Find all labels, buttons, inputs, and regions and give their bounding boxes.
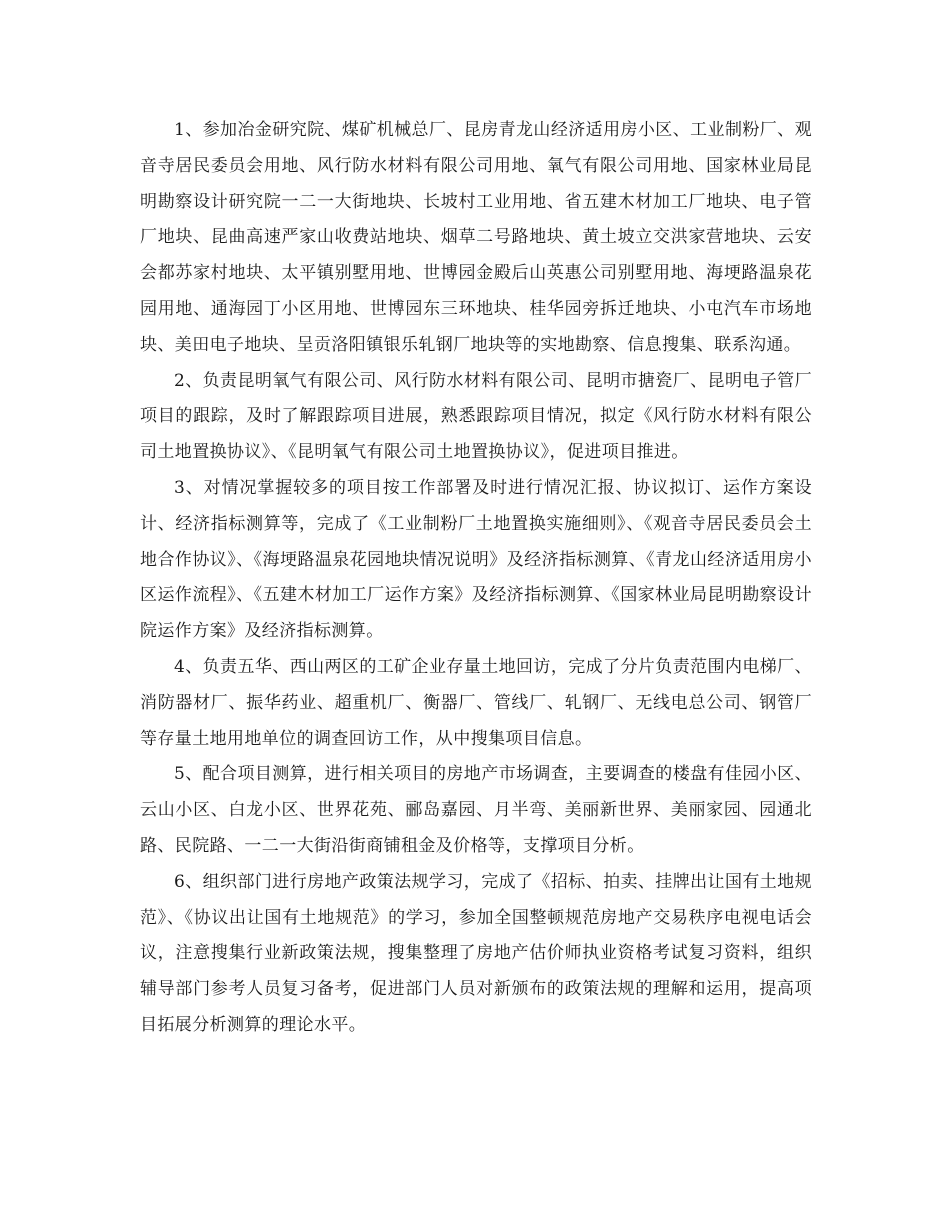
paragraph-1: 1、参加冶金研究院、煤矿机械总厂、昆房青龙山经济适用房小区、工业制粉厂、观音寺居民委员会用地、风行防水材料有限公司用地、氧气有限公司用地、国家林业局昆明勘察设计研究院一二一大街地块、长坡村工业用地、省五建木材加工厂地块、电子管厂地块、昆曲高速严家山收费站地块、烟草二号路地块、黄土坡立交洪家营地块、云安会都苏家村地块、太平镇别墅用地、世博园金殿后山英惠公司别墅用地、海埂路温泉花园用地、通海园丁小区用地、世博园东三环地块、桂华园旁拆迁地块、小屯汽车市场地块、美田电子地块、呈贡洛阳镇银乐轧钢厂地块等的实地勘察、信息搜集、联系沟通。 [140,120,812,355]
paragraph-5: 5、配合项目测算，进行相关项目的房地产市场调查，主要调查的楼盘有佳园小区、云山小区、白龙小区、世界花苑、郦岛嘉园、月半弯、美丽新世界、美丽家园、园通北路、民院路、一二一大街沿街商铺租金及价格等，支撑项目分析。 [140,764,812,856]
paragraph-6: 6、组织部门进行房地产政策法规学习，完成了《招标、拍卖、挂牌出让国有土地规范》、《协议出让国有土地规范》的学习，参加全国整顿规范房地产交易秩序电视电话会议，注意搜集行业新政策法规，搜集整理了房地产估价师执业资格考试复习资料，组织辅导部门参考人员复习备考，促进部门人员对新颁布的政策法规的理解和运用，提高项目拓展分析测算的理论水平。 [140,871,812,1035]
paragraph-4: 4、负责五华、西山两区的工矿企业存量土地回访，完成了分片负责范围内电梯厂、消防器材厂、振华药业、超重机厂、衡器厂、管线厂、轧钢厂、无线电总公司、钢管厂等存量土地用地单位的调查回访工作，从中搜集项目信息。 [140,656,812,749]
paragraph-3: 3、对情况掌握较多的项目按工作部署及时进行情况汇报、协议拟订、运作方案设计、经济指标测算等，完成了《工业制粉厂土地置换实施细则》、《观音寺居民委员会土地合作协议》、《海埂路温泉花园地块情况说明》及经济指标测算、《青龙山经济适用房小区运作流程》、《五建木材加工厂运作方案》及经济指标测算、《国家林业局昆明勘察设计院运作方案》及经济指标测算。 [140,477,812,642]
paragraph-2: 2、负责昆明氧气有限公司、风行防水材料有限公司、昆明市搪瓷厂、昆明电子管厂项目的跟踪，及时了解跟踪项目进展，熟悉跟踪项目情况，拟定《风行防水材料有限公司土地置换协议》、《昆明氧气有限公司土地置换协议》，促进项目推进。 [140,370,812,463]
document-body [140,113,812,1044]
